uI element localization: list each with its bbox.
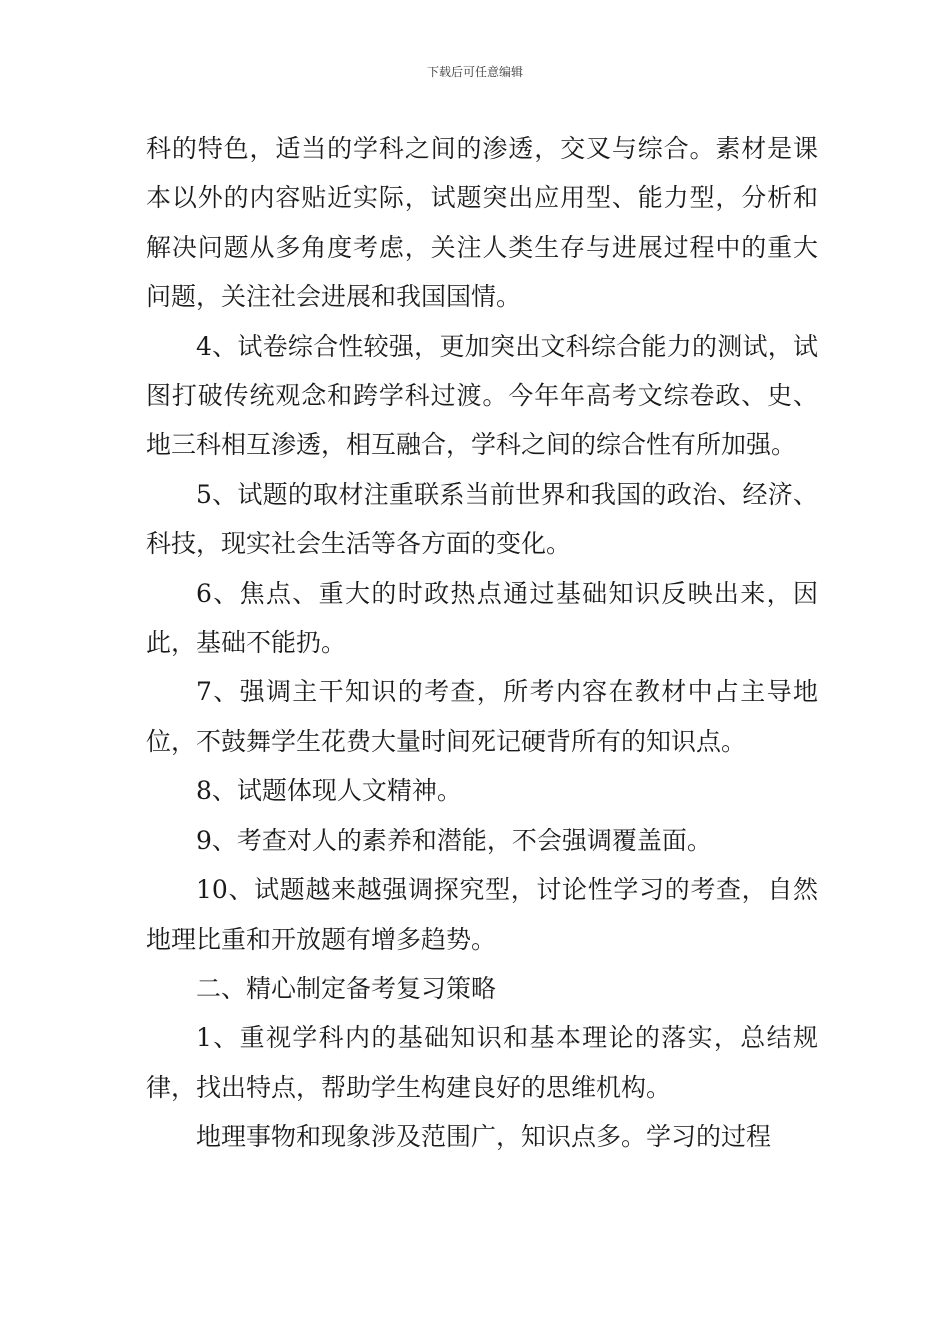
paragraph-10: 地理事物和现象涉及范围广，知识点多。学习的过程 [196, 1122, 772, 1152]
paragraph-2: 4、试卷综合性较强，更加突出文科综合能力的测试，试图打破传统观念和跨学科过渡。今年年高考文综卷政、史、地三科相互渗透，相互融合，学科之间的综合性有所加强。 [146, 331, 818, 460]
paragraph-3: 5、试题的取材注重联系当前世界和我国的政治、经济、科技，现实社会生活等各方面的变化。 [146, 479, 818, 559]
section-heading: 二、精心制定备考复习策略 [196, 973, 497, 1003]
paragraph-8: 10、试题越来越强调探究型，讨论性学习的考查，自然地理比重和开放题有增多趋势。 [146, 875, 818, 954]
paragraph-7: 9、考查对人的素养和潜能，不会强调覆盖面。 [196, 825, 712, 855]
paragraph-6: 8、试题体现人文精神。 [196, 776, 462, 806]
paragraph-5: 7、强调主干知识的考查，所考内容在教材中占主导地位，不鼓舞学生花费大量时间死记硬背所有的知识点。 [146, 677, 818, 756]
paragraph-9: 1、重视学科内的基础知识和基本理论的落实，总结规律，找出特点，帮助学生构建良好的思维机构。 [146, 1023, 818, 1102]
document-body [146, 124, 818, 1162]
paragraph-4: 6、焦点、重大的时政热点通过基础知识反映出来，因此，基础不能扔。 [146, 578, 818, 658]
paragraph-1: 科的特色，适当的学科之间的渗透，交叉与综合。素材是课本以外的内容贴近实际，试题突出应用型、能力型，分析和解决问题从多角度考虑，关注人类生存与进展过程中的重大问题，关注社会进展和我国国情。 [146, 134, 818, 312]
page-header: 下载后可任意编辑 [426, 65, 523, 79]
